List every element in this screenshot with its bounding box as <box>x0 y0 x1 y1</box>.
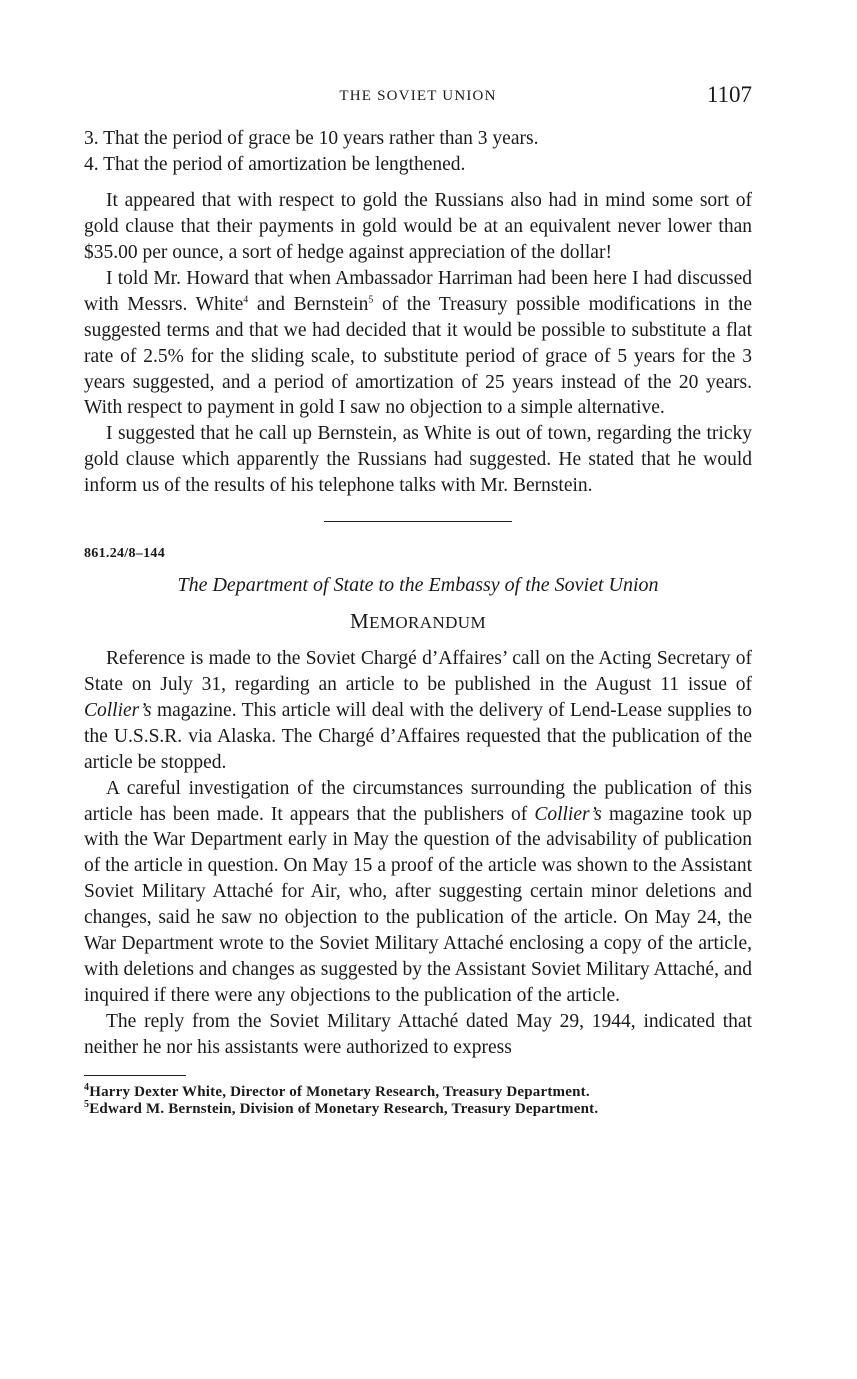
footnotes <box>84 1081 752 1119</box>
footnote-text: Harry Dexter White, Director of Monetary Research, Treasury Department. <box>89 1083 590 1100</box>
paragraph-text: The reply from the Soviet Military Attaché dated May 29, 1944, indicated that neither he nor his assistants were authorized to express <box>84 1010 752 1058</box>
paragraph-text: Reference is made to the Soviet Chargé d’Affaires’ call on the Acting Secretary of State on July 31, regarding an article to be published in the August 11 issue of <box>84 648 752 695</box>
file-number: 861.24/8–144 <box>84 546 165 562</box>
document-title: The Department of State to the Embassy of the Soviet Union <box>177 574 659 597</box>
paragraph-text: I suggested that he call up Bernstein, as White is out of town, regarding the tricky gold clause which apparently the Russians had suggested. He stated that he would inform us of the results of his telephone talks with Mr. Bernstein. <box>84 423 752 497</box>
paragraph <box>84 266 752 421</box>
section-divider <box>324 521 512 522</box>
running-header <box>84 82 752 112</box>
paragraph <box>84 646 752 776</box>
paragraph-text: It appeared that with respect to gold the Russians also had in mind some sort of gold clause that their payments in gold would be at an equivalent never lower than $35.00 per ounce, a sort of hedge against appreciation of the dollar! <box>84 190 752 263</box>
running-title: THE SOVIET UNION <box>339 88 497 104</box>
footnote-marker: 5 <box>84 1099 90 1111</box>
paragraph <box>84 776 752 1009</box>
footnote <box>84 1101 752 1119</box>
footnote-reference: 5 <box>368 294 374 306</box>
footnote <box>84 1081 752 1102</box>
paragraph-text: of the Treasury possible modifications in the suggested terms and that we had decided that it would be possible to substitute a flat rate of 2.5% for the sliding scale, to substitute period of grace of 5 years for the 3 years suggested, and a period of amortization of 25 years instead of the 20 years. With respect to payment in gold I saw no objection to a simple alternative. <box>84 293 753 419</box>
footnote-marker: 4 <box>84 1081 90 1093</box>
paragraph-text: I told Mr. Howard that when Ambassador Harriman had been here I had discussed with Messrs. White <box>84 267 752 315</box>
memorandum-heading-initial: M <box>349 609 370 634</box>
paragraph <box>84 188 752 266</box>
page-number: 1107 <box>706 82 752 107</box>
paragraph-text: magazine took up with the War Department early in May the question of the advisability of publication of the article in question. On May 15 a proof of the article was shown to the Assistant Soviet Military Attaché for Air, who, after suggesting certain minor deletions and changes, said he saw no objection to the publication of the article. On May 24, the War Department wrote to the Soviet Military Attaché enclosing a copy of the article, with deletions and changes as suggested by the Assistant Soviet Military Attaché, and inquired if there were any objections to the publication of the article. <box>84 803 753 1006</box>
memorandum-heading <box>84 609 752 634</box>
numbered-list <box>84 126 752 177</box>
footnote-reference: 4 <box>243 294 249 306</box>
paragraph <box>84 421 752 499</box>
document-page <box>84 82 752 1119</box>
footnote-divider <box>84 1075 186 1076</box>
italic-text: Collier’s <box>534 803 602 825</box>
memorandum-heading-rest: EMORANDUM <box>369 613 487 633</box>
footnote-text: Edward M. Bernstein, Division of Monetary Research, Treasury Department. <box>89 1101 599 1118</box>
paragraph-text: magazine. This article will deal with the delivery of Lend-Lease supplies to the U.S.S.R. via Alaska. The Chargé d’Affaires requested that the publication of the article be stopped. <box>84 699 752 773</box>
paragraph <box>84 1009 752 1061</box>
list-item: 3. That the period of grace be 10 years rather than 3 years. <box>84 128 539 149</box>
paragraph-text: and Bernstein <box>248 293 369 315</box>
list-item: 4. That the period of amortization be lengthened. <box>84 153 466 175</box>
italic-text: Collier’s <box>84 699 152 721</box>
paragraph-text: A careful investigation of the circumstances surrounding the publication of this article has been made. It appears that the publishers of <box>84 777 752 825</box>
